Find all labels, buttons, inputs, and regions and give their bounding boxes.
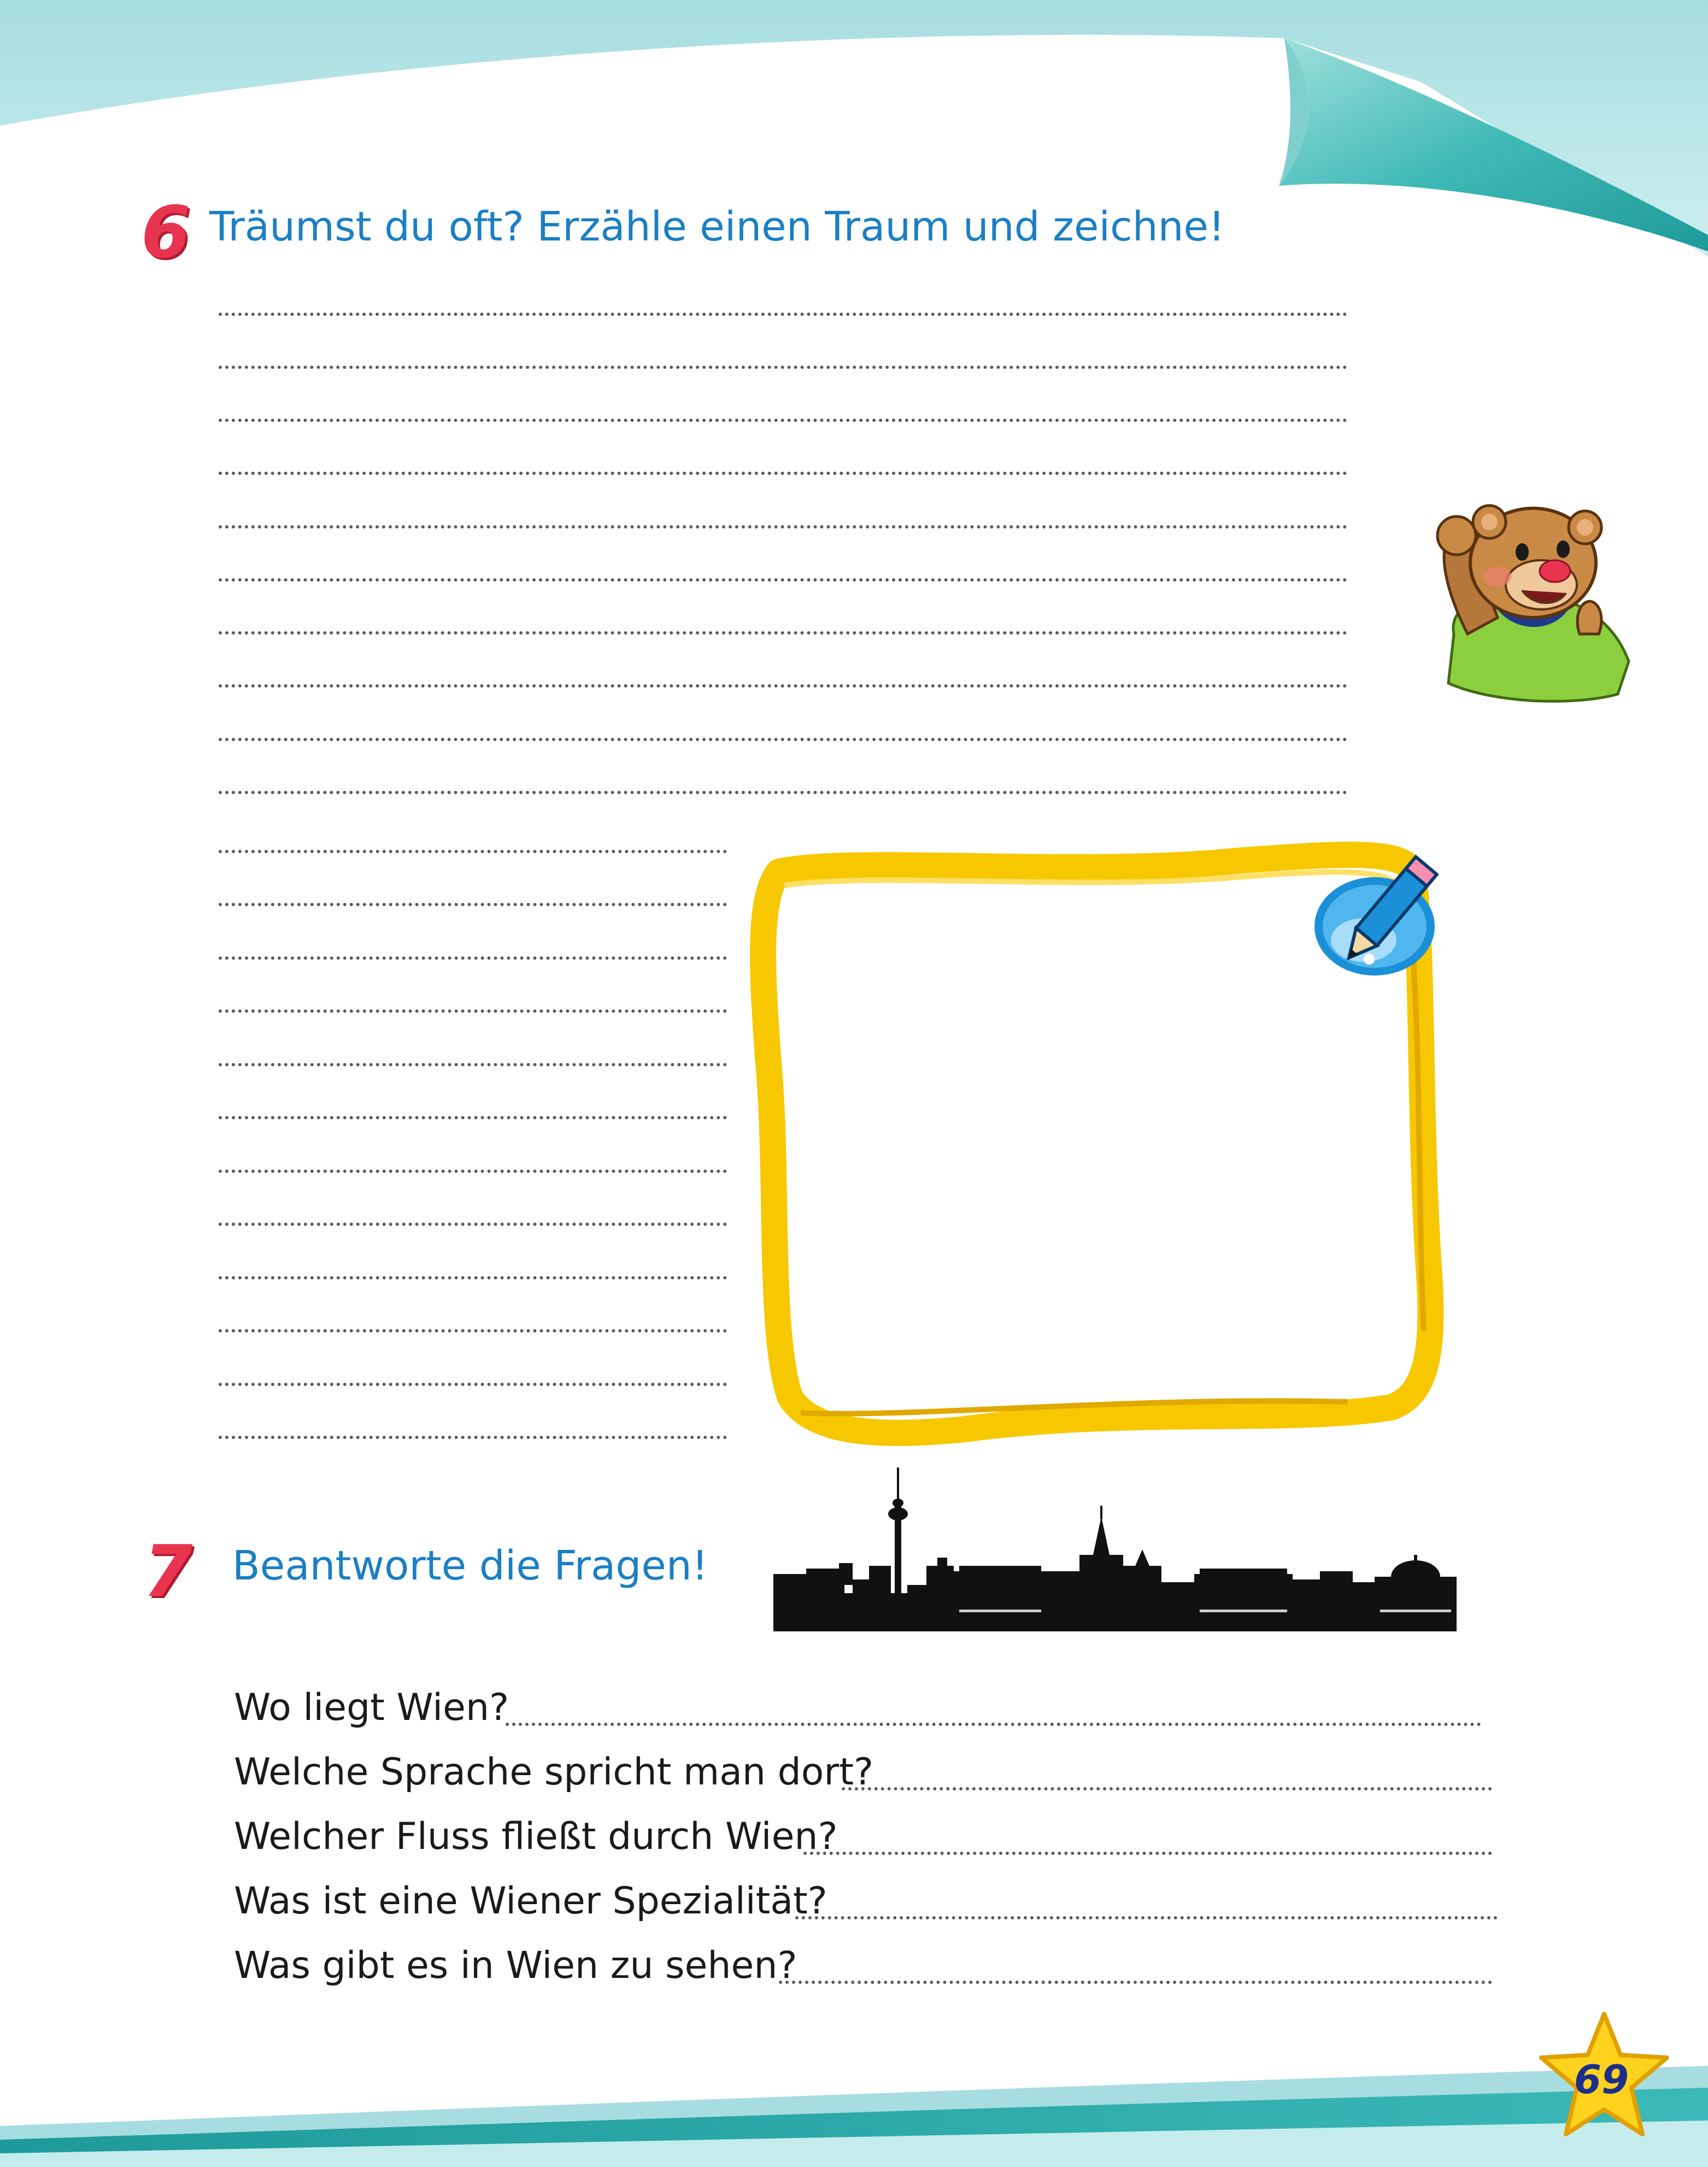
writing-line[interactable] (219, 956, 727, 960)
section-6-title: Träumst du oft? Erzähle einen Traum und zeichne! (209, 203, 1225, 250)
question-4: Was ist eine Wiener Spezialität? (234, 1880, 827, 1923)
answer-line-5[interactable] (779, 1981, 1492, 1984)
writing-line[interactable] (219, 791, 1347, 794)
writing-line[interactable] (219, 738, 1347, 741)
writing-line[interactable] (219, 525, 1347, 528)
question-2: Welche Sprache spricht man dort? (234, 1751, 874, 1794)
writing-line[interactable] (219, 903, 727, 906)
writing-line[interactable] (219, 684, 1347, 688)
answer-line-4[interactable] (795, 1916, 1498, 1919)
writing-line[interactable] (219, 472, 1347, 475)
question-1: Wo liegt Wien? (234, 1686, 509, 1729)
question-5: Was gibt es in Wien zu sehen? (234, 1944, 797, 1987)
bottom-teal-wave (0, 2044, 1708, 2167)
writing-line[interactable] (219, 419, 1347, 422)
pencil-icon (1309, 844, 1440, 981)
writing-line[interactable] (219, 850, 727, 853)
writing-line[interactable] (219, 1223, 727, 1226)
writing-line[interactable] (219, 1063, 727, 1066)
question-3: Welcher Fluss fließt durch Wien? (234, 1815, 838, 1858)
bear-illustration (1416, 497, 1634, 705)
writing-line[interactable] (219, 1170, 727, 1173)
answer-line-1[interactable] (506, 1723, 1481, 1726)
writing-line[interactable] (219, 313, 1347, 316)
writing-line[interactable] (219, 366, 1347, 369)
writing-line[interactable] (219, 1009, 727, 1013)
writing-line[interactable] (219, 1116, 727, 1119)
page-number: 69 (1574, 2057, 1629, 2103)
section-6-number: 6 (141, 191, 191, 274)
writing-line[interactable] (219, 1276, 727, 1279)
answer-line-3[interactable] (803, 1852, 1492, 1855)
vienna-skyline (773, 1467, 1457, 1631)
answer-line-2[interactable] (842, 1787, 1492, 1790)
writing-line[interactable] (219, 1383, 727, 1386)
writing-line[interactable] (219, 1436, 727, 1439)
writing-line[interactable] (219, 1329, 727, 1332)
writing-line[interactable] (219, 631, 1347, 635)
section-7-number: 7 (143, 1530, 193, 1613)
writing-line[interactable] (219, 578, 1347, 582)
section-7-title: Beantworte die Fragen! (232, 1542, 708, 1589)
